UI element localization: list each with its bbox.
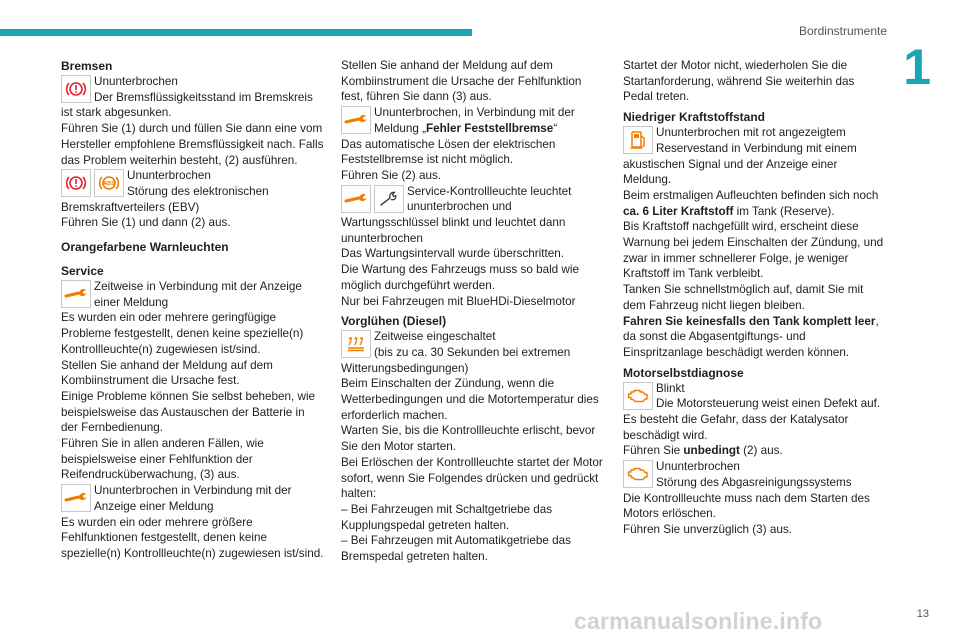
entry-brake-fluid xyxy=(61,74,324,121)
paragraph: Stellen Sie anhand der Meldung auf dem Kombiinstrument die Ursache der Fehlfunktion fest, führen Sie dann (3) aus. xyxy=(341,59,582,104)
engine-check-icon xyxy=(623,460,653,488)
entry-ebv xyxy=(61,168,324,215)
engine-check-icon xyxy=(623,382,653,410)
entry-engine-blink xyxy=(623,381,885,412)
entry-description: (bis zu ca. 30 Sekunden bei extremen Witterungsbedingungen) xyxy=(341,345,571,375)
chapter-number: 1 xyxy=(903,39,931,95)
paragraph: Fahren Sie keinesfalls den Tank komplett leer, da sonst die Abgasentgiftungs- und Einspritzanlage beschädigt werden können. xyxy=(623,314,879,359)
entry-state: Service-Kontrollleuchte leuchtet ununterbrochen und Wartungsschlüssel blinkt und leuchtet dann ununterbrochen xyxy=(341,184,572,245)
brake-warning-icon xyxy=(61,75,91,103)
svg-text:ABS: ABS xyxy=(103,181,115,188)
wrench-service-icon xyxy=(61,484,91,512)
paragraph: Es besteht die Gefahr, dass der Katalysator beschädigt wird. xyxy=(623,413,849,442)
header-accent-bar xyxy=(0,29,472,36)
wrench-service-icon xyxy=(61,280,91,308)
entry-description: Störung des Abgasreinigungssystems xyxy=(656,475,852,489)
paragraph: Startet der Motor nicht, wiederholen Sie die Startanforderung, während Sie weiterhin das Pedal treten. xyxy=(623,59,855,104)
paragraph: Führen Sie unverzüglich (3) aus. xyxy=(623,522,792,536)
entry-engine-steady xyxy=(623,459,885,490)
heading-vorgluehen: Vorglühen (Diesel) xyxy=(341,314,447,329)
paragraph: Führen Sie (1) durch und füllen Sie dann eine vom Hersteller empfohlene Bremsflüssigkeit nach. Falls das Problem weiterhin besteht, (2) ausführen. xyxy=(61,122,324,167)
glow-plug-icon xyxy=(341,330,371,358)
entry-preheat xyxy=(341,329,604,376)
brake-warning-icon xyxy=(61,169,91,197)
paragraph: Führen Sie in allen anderen Fällen, wie beispielsweise einer Fehlfunktion der Reifendrucküberwachung, (3) aus. xyxy=(61,437,264,482)
heading-bremsen: Bremsen xyxy=(61,59,113,73)
paragraph: Führen Sie unbedingt (2) aus. xyxy=(623,444,783,458)
wrench-outline-icon xyxy=(374,185,404,213)
entry-parking-brake xyxy=(341,105,604,136)
entry-low-fuel xyxy=(623,125,885,188)
paragraph: Die Wartung des Fahrzeugs muss so bald wie möglich durchgeführt werden. xyxy=(341,263,579,292)
heading-motor-diagnose: Motorselbstdiagnose xyxy=(623,365,744,380)
watermark: carmanualsonline.info xyxy=(574,608,823,634)
column-3 xyxy=(623,58,885,538)
entry-state: Ununterbrochen xyxy=(127,169,211,183)
entry-service-intermittent xyxy=(61,279,324,310)
heading-orange-warnings: Orangefarbene Warnleuchten xyxy=(61,240,229,255)
entry-description: Die Motorsteuerung weist einen Defekt auf. xyxy=(656,397,881,411)
abs-warning-icon xyxy=(94,169,124,197)
entry-state: Ununterbrochen in Verbindung mit der Anzeige einer Meldung xyxy=(94,484,292,513)
section-title: Bordinstrumente xyxy=(798,24,887,38)
entry-description: Störung des elektronischen Bremskraftverteilers (EBV) xyxy=(61,184,269,214)
entry-state: Zeitweise in Verbindung mit der Anzeige einer Meldung xyxy=(94,280,302,309)
entry-service-steady xyxy=(61,483,324,514)
paragraph: Beim erstmaligen Aufleuchten befinden sich noch ca. 6 Liter Kraftstoff im Tank (Reserve). xyxy=(623,188,879,218)
column-2 xyxy=(341,58,604,565)
entry-state: Ununterbrochen mit rot angezeigtem Reservestand in Verbindung mit einem akustischen Signal und der Anzeige einer Meldung. xyxy=(623,126,857,187)
paragraph: Warten Sie, bis die Kontrollleuchte erlischt, bevor Sie den Motor starten. xyxy=(341,424,596,454)
fuel-pump-icon xyxy=(623,126,653,154)
list-item: – Bei Fahrzeugen mit Schaltgetriebe das Kupplungspedal getreten halten. xyxy=(341,502,553,532)
paragraph: Führen Sie (2) aus. xyxy=(341,168,442,182)
paragraph: Bis Kraftstoff nachgefüllt wird, erscheint diese Warnung bei jedem Einschalten der Zündung, und zwar in immer schnellerer Folge, je weniger Kraftstoff im Tank verbleibt. xyxy=(623,220,884,281)
entry-state: Ununterbrochen xyxy=(656,460,740,474)
paragraph: Tanken Sie schnellstmöglich auf, damit Sie mit dem Fahrzeug nicht liegen bleiben. xyxy=(623,283,864,312)
heading-kraftstoff: Niedriger Kraftstoffstand xyxy=(623,110,766,125)
column-1 xyxy=(61,58,324,562)
entry-state: Blinkt xyxy=(656,381,685,395)
paragraph: Es wurden ein oder mehrere geringfügige Probleme festgestellt, denen keine spezielle(n) Kontrollleuchte(n) zugewiesen ist/sind. xyxy=(61,311,304,356)
paragraph: Stellen Sie anhand der Meldung auf dem Kombiinstrument die Ursache fest. xyxy=(61,358,273,388)
page-number: 13 xyxy=(916,608,929,620)
paragraph: Die Kontrollleuchte muss nach dem Starten des Motors erlöschen. xyxy=(623,491,870,521)
paragraph: Das automatische Lösen der elektrischen Feststellbremse ist nicht möglich. xyxy=(341,137,556,167)
entry-state: Ununterbrochen, in Verbindung mit der Meldung „Fehler Feststellbremse“ xyxy=(374,106,575,135)
paragraph: Es wurden ein oder mehrere größere Fehlfunktionen festgestellt, denen keine spezielle(n) Kontrollleuchte(n) zugewiesen ist/sind. xyxy=(61,515,324,560)
wrench-service-icon xyxy=(341,185,371,213)
paragraph: Führen Sie (1) und dann (2) aus. xyxy=(61,216,231,230)
paragraph: Nur bei Fahrzeugen mit BlueHDi-Dieselmotor xyxy=(341,294,576,308)
wrench-service-icon xyxy=(341,106,371,134)
paragraph: Einige Probleme können Sie selbst beheben, wie beispielsweise das Austauschen der Batterie in der Fernbedienung. xyxy=(61,389,316,435)
paragraph: Das Wartungsintervall wurde überschritten. xyxy=(341,247,565,261)
entry-maintenance xyxy=(341,184,604,247)
paragraph: Beim Einschalten der Zündung, wenn die Wetterbedingungen und die Motortemperatur dies erforderlich machen. xyxy=(341,377,599,422)
list-item: – Bei Fahrzeugen mit Automatikgetriebe das Bremspedal getreten halten. xyxy=(341,534,571,564)
entry-state: Ununterbrochen xyxy=(94,75,178,88)
message-name: Fehler Feststellbremse xyxy=(425,121,554,135)
entry-description: Der Bremsflüssigkeitsstand im Bremskreis ist stark abgesunken. xyxy=(61,90,313,120)
paragraph: Bei Erlöschen der Kontrollleuchte startet der Motor sofort, wenn Sie Folgendes drücken und gedrückt halten: xyxy=(341,455,603,501)
entry-state: Zeitweise eingeschaltet xyxy=(374,330,496,344)
heading-service: Service xyxy=(61,264,104,279)
